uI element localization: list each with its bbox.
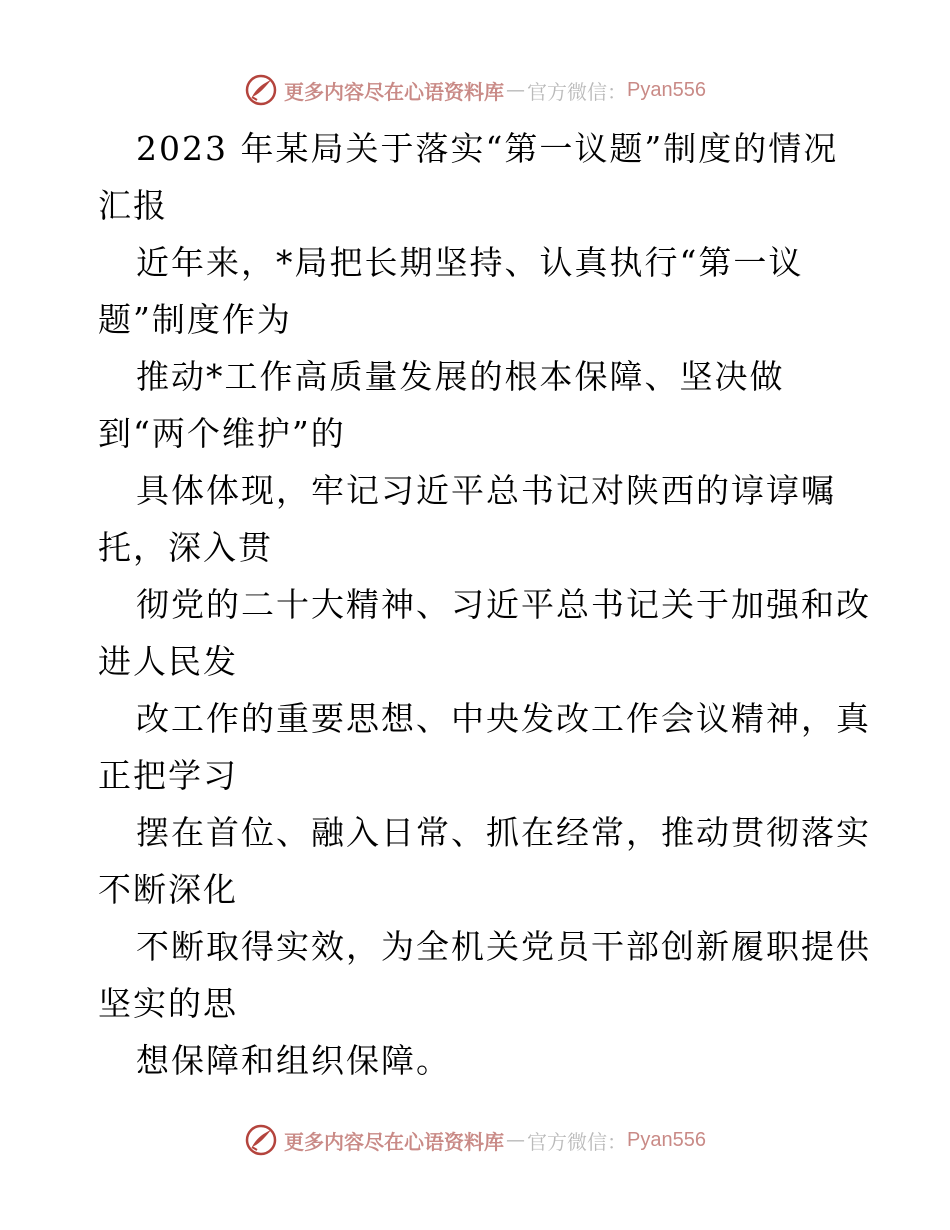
quill-logo-icon — [244, 73, 278, 107]
paragraph-continuation: 不断深化 — [98, 870, 238, 909]
watermark-official-label: 官方微信： — [527, 1129, 628, 1154]
paragraph-continuation: 题”制度作为 — [98, 300, 292, 339]
paragraph-continuation: 正把学习 — [98, 756, 238, 795]
watermark-official-label: 官方微信： — [527, 79, 628, 104]
paragraph-line: 想保障和组织保障。 — [136, 1041, 451, 1080]
paragraph-line: 具体体现，牢记习近平总书记对陕西的谆谆嘱 — [136, 471, 836, 510]
watermark-separator: — — [506, 1129, 526, 1151]
quill-logo-icon — [244, 1123, 278, 1157]
paragraph-continuation: 坚实的思 — [98, 984, 238, 1023]
document-title-line-2: 汇报 — [98, 186, 168, 225]
document-title-line-1: 2023 年某局关于落实“第一议题”制度的情况 — [136, 129, 839, 168]
paragraph-continuation: 到“两个维护”的 — [98, 414, 346, 453]
paragraph-continuation: 托，深入贯 — [98, 528, 273, 567]
watermark-header — [0, 70, 950, 110]
watermark-footer — [0, 1120, 950, 1160]
paragraph-line: 彻党的二十大精神、习近平总书记关于加强和改 — [136, 585, 871, 624]
watermark-site-name: 更多内容尽在心语资料库 — [284, 79, 505, 104]
paragraph-line: 改工作的重要思想、中央发改工作会议精神，真 — [136, 699, 871, 738]
watermark-wechat-id: Pyan556 — [627, 78, 706, 101]
document-body — [98, 120, 878, 1089]
paragraph-line: 推动*工作高质量发展的根本保障、坚决做 — [136, 357, 785, 396]
watermark-site-name: 更多内容尽在心语资料库 — [284, 1129, 505, 1154]
paragraph-line: 摆在首位、融入日常、抓在经常，推动贯彻落实 — [136, 813, 871, 852]
watermark-separator: — — [506, 79, 526, 101]
watermark-wechat-id: Pyan556 — [627, 1128, 706, 1151]
paragraph-line: 不断取得实效，为全机关党员干部创新履职提供 — [136, 927, 871, 966]
paragraph-line: 近年来，*局把长期坚持、认真执行“第一议 — [136, 243, 804, 282]
paragraph-continuation: 进人民发 — [98, 642, 238, 681]
